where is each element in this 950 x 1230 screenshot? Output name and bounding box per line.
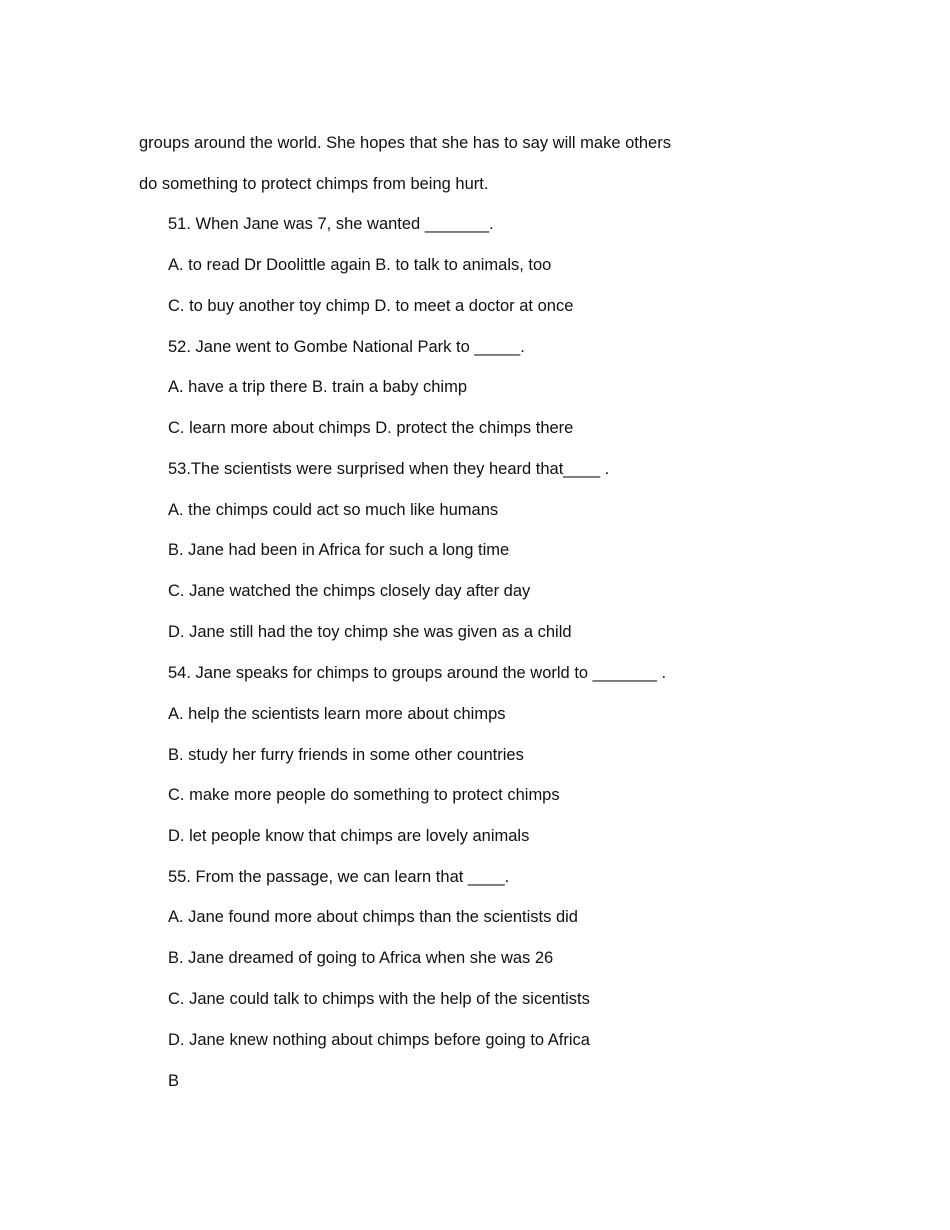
question-52-options-ab: A. have a trip there B. train a baby chimp: [168, 378, 467, 396]
question-54-option-a: A. help the scientists learn more about chimps: [168, 705, 506, 723]
question-52-options-cd: C. learn more about chimps D. protect the chimps there: [168, 419, 574, 437]
question-54-option-c: C. make more people do something to protect chimps: [168, 786, 560, 804]
question-54-option-b: B. study her furry friends in some other countries: [168, 746, 524, 764]
question-51-stem: 51. When Jane was 7, she wanted _______.: [168, 215, 494, 233]
question-55-option-d: D. Jane knew nothing about chimps before going to Africa: [168, 1031, 590, 1049]
passage-line: groups around the world. She hopes that she has to say will make others: [139, 134, 671, 152]
question-53-option-c: C. Jane watched the chimps closely day after day: [168, 582, 531, 600]
question-51-options-cd: C. to buy another toy chimp D. to meet a doctor at once: [168, 297, 574, 315]
question-54-option-d: D. let people know that chimps are lovely animals: [168, 827, 530, 845]
question-54-stem: 54. Jane speaks for chimps to groups around the world to _______ .: [168, 664, 667, 682]
question-55-option-a: A. Jane found more about chimps than the scientists did: [168, 908, 578, 926]
question-52-stem: 52. Jane went to Gombe National Park to _____.: [168, 338, 525, 356]
question-53-stem: 53.The scientists were surprised when they heard that____ .: [168, 460, 610, 478]
question-53-option-b: B. Jane had been in Africa for such a long time: [168, 541, 510, 559]
question-55-stem: 55. From the passage, we can learn that ____.: [168, 868, 510, 886]
question-53-option-a: A. the chimps could act so much like humans: [168, 501, 499, 519]
question-55-option-c: C. Jane could talk to chimps with the help of the sicentists: [168, 990, 590, 1008]
passage-line: do something to protect chimps from being hurt.: [139, 175, 489, 193]
question-51-options-ab: A. to read Dr Doolittle again B. to talk to animals, too: [168, 256, 552, 274]
section-marker: B: [168, 1072, 180, 1090]
question-55-option-b: B. Jane dreamed of going to Africa when she was 26: [168, 949, 554, 967]
question-53-option-d: D. Jane still had the toy chimp she was given as a child: [168, 623, 572, 641]
